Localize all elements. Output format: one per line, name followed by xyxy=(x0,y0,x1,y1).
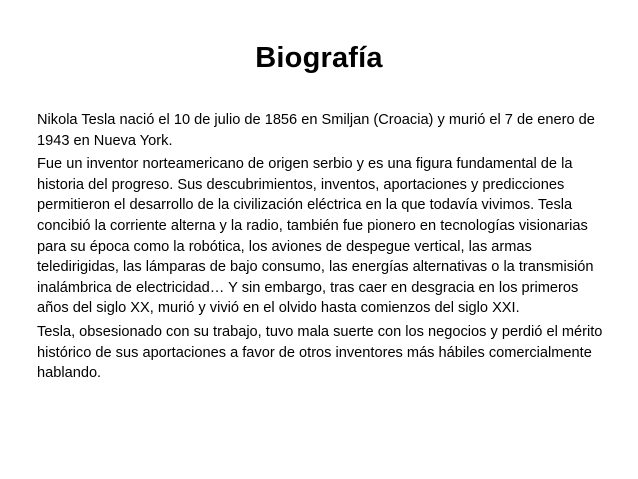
paragraph-inventions: Fue un inventor norteamericano de origen serbio y es una figura fundamental de la historia del progreso. Sus descubrimientos, inventos, aportaciones y predicciones permitieron el desarrollo de la civilización eléctrica en la que todavía vivimos. Tesla concibió la corriente alterna y la radio, también fue pionero en tecnologías visionarias para su época como la robótica, los aviones de despegue vertical, las armas teledirigidas, las lámparas de bajo consumo, las energías alternativas o la transmisión inalámbrica de electricidad… Y sin embargo, tras caer en desgracia en los primeros años del siglo XX, murió y vivió en el olvido hasta comienzos del siglo XXI. xyxy=(37,156,594,317)
paragraph-birth-death: Nikola Tesla nació el 10 de julio de 1856 en Smiljan (Croacia) y murió el 7 de enero de 1943 en Nueva York. xyxy=(37,112,595,149)
slide-title: Biografía xyxy=(255,42,383,74)
slide-body xyxy=(37,110,607,387)
paragraph-legacy: Tesla, obsesionado con su trabajo, tuvo mala suerte con los negocios y perdió el mérito histórico de sus aportaciones a favor de otros inventores más hábiles comercialmente hablando. xyxy=(37,323,603,382)
